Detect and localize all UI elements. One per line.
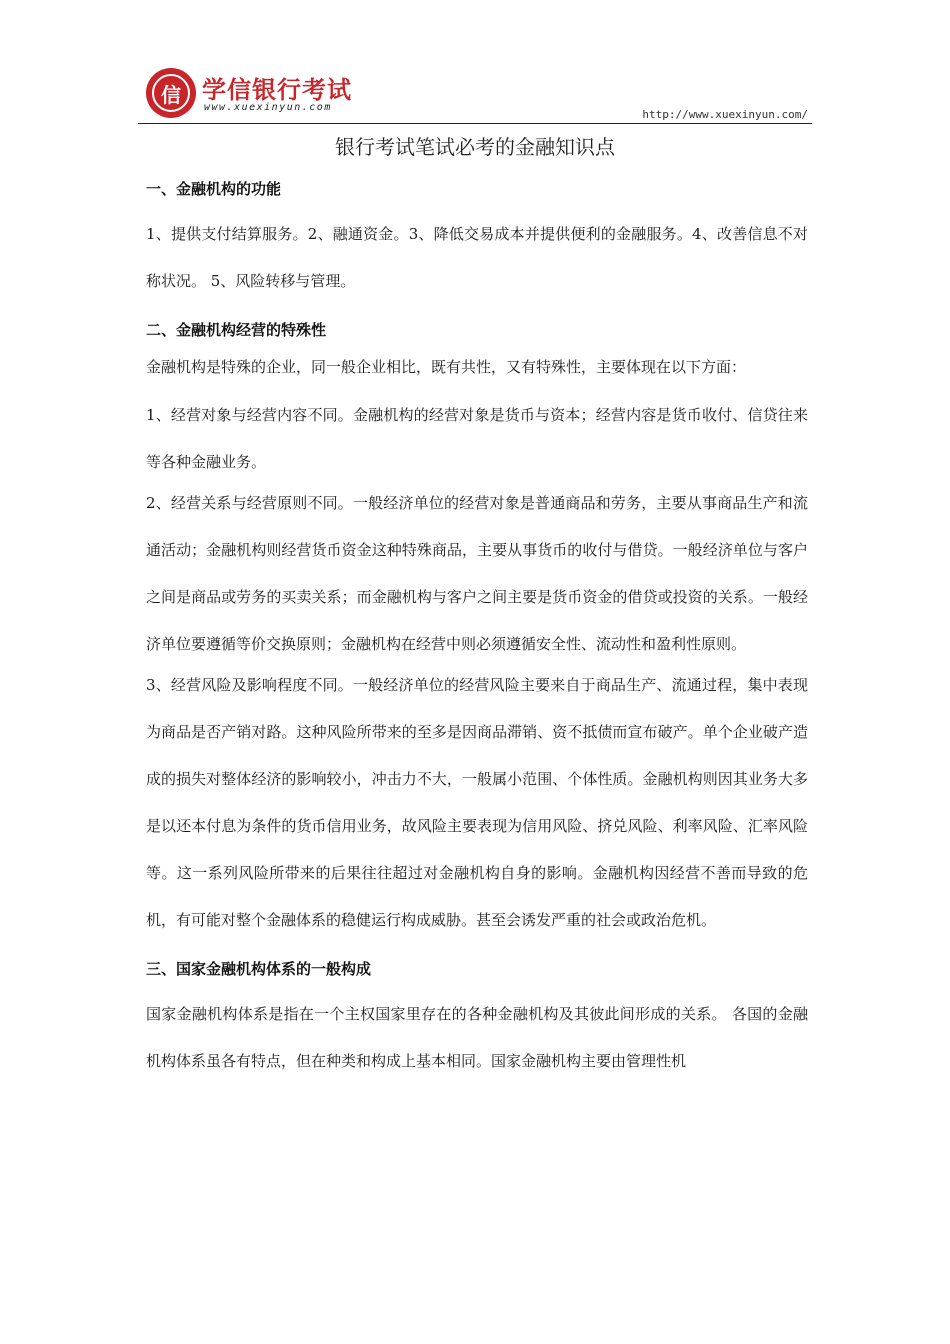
section2-paragraph-2: 2、经营关系与经营原则不同。一般经济单位的经营对象是普通商品和劳务，主要从事商品生产和流通活动；金融机构则经营货币资金这种特殊商品，主要从事货币的收付与借贷。一般经济单位与客户之间是商品或劳务的买卖关系；而金融机构与客户之间主要是货币资金的借贷或投资的关系。一般经济单位要遵循等价交换原则；金融机构在经营中则必须遵循安全性、流动性和盈利性原则。 (146, 494, 808, 653)
brand-url: www.xuexinyun.com (204, 102, 332, 113)
header-site-url[interactable]: http://www.xuexinyun.com/ (642, 108, 808, 121)
document-body (146, 178, 808, 1085)
section3-paragraph: 国家金融机构体系是指在一个主权国家里存在的各种金融机构及其彼此间形成的关系。 各国的金融机构体系虽各有特点，但在种类和构成上基本相同。国家金融机构主要由管理性机 (146, 1005, 808, 1070)
section-heading-3: 三、国家金融机构体系的一般构成 (146, 960, 372, 978)
section-heading-1: 一、金融机构的功能 (146, 180, 282, 198)
logo-glyph: 信 (152, 74, 190, 112)
header-divider (138, 123, 812, 124)
section2-paragraph-3: 3、经营风险及影响程度不同。一般经济单位的经营风险主要来自于商品生产、流通过程，集中表现为商品是否产销对路。这种风险所带来的至多是因商品滞销、资不抵债而宣布破产。单个企业破产造成的损失对整体经济的影响较小，冲击力不大，一般属小范围、个体性质。金融机构则因其业务大多是以还本付息为条件的货币信用业务，故风险主要表现为信用风险、挤兑风险、利率风险、汇率风险等。这一系列风险所带来的后果往往超过对金融机构自身的影响。金融机构因经营不善而导致的危机，有可能对整个金融体系的稳健运行构成威胁。甚至会诱发严重的社会或政治危机。 (146, 676, 808, 929)
section-heading-2: 二、金融机构经营的特殊性 (146, 321, 327, 339)
section2-intro: 金融机构是特殊的企业，同一般企业相比，既有共性，又有特殊性，主要体现在以下方面： (146, 358, 747, 376)
brand-name: 学信银行考试 (202, 76, 352, 104)
page-header (138, 62, 812, 124)
logo-seal-icon (146, 68, 196, 118)
section2-paragraph-1: 1、经营对象与经营内容不同。金融机构的经营对象是货币与资本；经营内容是货币收付、信贷往来等各种金融业务。 (146, 406, 808, 471)
page-title: 银行考试笔试必考的金融知识点 (335, 135, 615, 159)
section1-paragraph: 1、提供支付结算服务。2、融通资金。3、降低交易成本并提供便利的金融服务。4、改善信息不对称状况。 5、风险转移与管理。 (146, 225, 808, 290)
